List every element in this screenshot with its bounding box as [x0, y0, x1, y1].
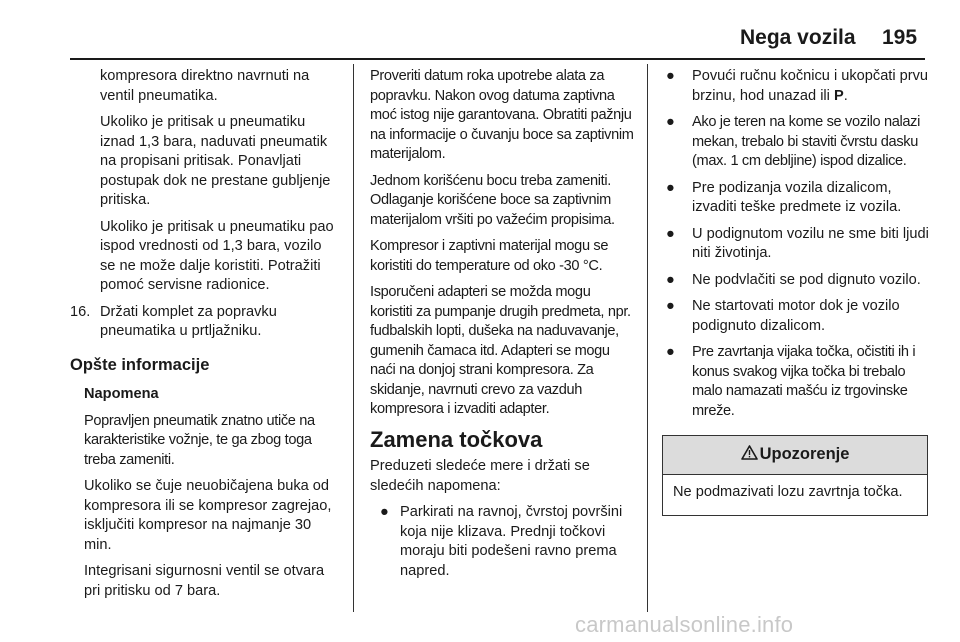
paragraph: Ukoliko je pritisak u pneumatiku pao ispod vrednosti od 1,3 bara, vozilo se ne može dalje koristiti. Potražiti pomoć servisne radionice.: [100, 218, 334, 293]
warning-header: [663, 436, 927, 475]
column-divider-1: [353, 64, 354, 612]
list-item: [662, 67, 932, 106]
list-item: [662, 113, 932, 172]
note-block: [70, 385, 340, 601]
column-3: [662, 67, 932, 516]
warning-icon: [741, 445, 758, 465]
continued-step-text: kompresora direktno navrnuti na ventil pneumatika.: [100, 68, 310, 104]
list-item: [370, 503, 635, 581]
column-1: [70, 67, 340, 608]
paragraph: Ukoliko se čuje neuobičajena buka od kompresora ili se kompresor zagrejao, isključiti kompresor na najmanje 30 min.: [84, 478, 332, 553]
list-item-text: Pre zavrtanja vijaka točka, očistiti ih i konus svakog vijka točka bi trebalo malo namazati mašću iz trgovinske mreže.: [692, 344, 916, 419]
list-item-text: Ne podvlačiti se pod dignuto vozilo.: [692, 271, 921, 288]
bullet-dot: ●: [666, 114, 675, 130]
list-item-period: .: [843, 87, 848, 104]
section-heading: Zamena točkova: [370, 426, 543, 452]
bullet-dot: ●: [666, 225, 675, 242]
warning-box: [662, 435, 928, 516]
paragraph: Kompresor i zaptivni materijal mogu se koristiti do temperature od oko -30 °C.: [370, 238, 609, 274]
column-2: [370, 67, 635, 588]
bullet-dot: ●: [666, 344, 675, 360]
list-item-text: U podignutom vozilu ne sme biti ljudi niti životinja.: [692, 225, 929, 261]
list-item-text: Pre podizanja vozila dizalicom, izvaditi teške predmete iz vozila.: [692, 179, 902, 215]
gear-position-p: P: [833, 87, 844, 104]
list-item-text: Parkirati na ravnoj, čvrstoj površini koja nije klizava. Prednji točkovi moraju biti podešeni ravno prema napred.: [400, 504, 623, 579]
bullet-dot: ●: [666, 298, 675, 314]
bullet-dot: ●: [666, 68, 675, 84]
section-heading: Opšte informacije: [70, 355, 210, 374]
paragraph: Jednom korišćenu bocu treba zameniti. Odlaganje korišćene boce sa zaptivnim materijalom vršiti po važećim propisima.: [370, 172, 615, 228]
step-number: 16.: [70, 303, 91, 320]
list-item: [662, 225, 932, 264]
list-item: [662, 271, 932, 291]
bullet-dot: ●: [666, 271, 675, 288]
bullet-dot: ●: [380, 504, 389, 520]
warning-title: Upozorenje: [759, 445, 850, 464]
intro-text: Preduzeti sledeće mere i držati se sledećih napomena:: [370, 458, 590, 494]
note-title: Napomena: [84, 386, 159, 402]
list-item: [662, 343, 932, 421]
step-text: Držati komplet za popravku pneumatika u prtljažniku.: [100, 303, 277, 339]
header-divider: [70, 58, 925, 60]
column-divider-2: [647, 64, 648, 612]
list-item: [662, 179, 932, 218]
watermark-text: carmanualsonline.info: [575, 612, 794, 637]
paragraph: Isporučeni adapteri se možda mogu koristiti za pumpanje drugih predmeta, npr. fudbalskih lopti, dušeka na naduvavanje, gumenih čamaca itd. Adapteri se mogu naći na donjoj strani kompresora. Za skidanje, navrnuti crevo za vazduh kompresora i izvaditi adapter.: [370, 284, 631, 417]
list-item-text: Ne startovati motor dok je vozilo podignuto dizalicom.: [692, 298, 900, 334]
running-header-title: Nega vozila: [740, 26, 856, 49]
warning-text: Ne podmazivati lozu zavrtnja točka.: [673, 484, 903, 500]
list-item-text: Povući ručnu kočnicu i ukopčati prvu brzinu, hod unazad ili: [692, 68, 929, 104]
list-item-text: Ako je teren na kome se vozilo nalazi mekan, trebalo bi staviti čvrstu dasku (max. 1 cm debljine) ispod dizalice.: [692, 114, 920, 169]
paragraph: Proveriti datum roka upotrebe alata za popravku. Nakon ovog datuma zaptivna moć istog nije garantovana. Obratiti pažnju na informacije o čuvanju boce sa zaptivnim materijalom.: [370, 68, 634, 162]
note-text: Popravljen pneumatik znatno utiče na karakteristike vožnje, te ga zbog toga treba zameniti.: [84, 412, 315, 468]
paragraph: Ukoliko je pritisak u pneumatiku iznad 1,3 bara, naduvati pneumatik na propisani pritisak. Ponavljati postupak dok ne prestane gubljenje pritiska.: [100, 114, 331, 208]
step-16: [70, 303, 340, 342]
bullet-dot: ●: [666, 179, 675, 196]
page-number: 195: [882, 26, 918, 49]
paragraph: Integrisani sigurnosni ventil se otvara pri pritisku od 7 bara.: [84, 563, 325, 599]
list-item: [662, 297, 932, 336]
